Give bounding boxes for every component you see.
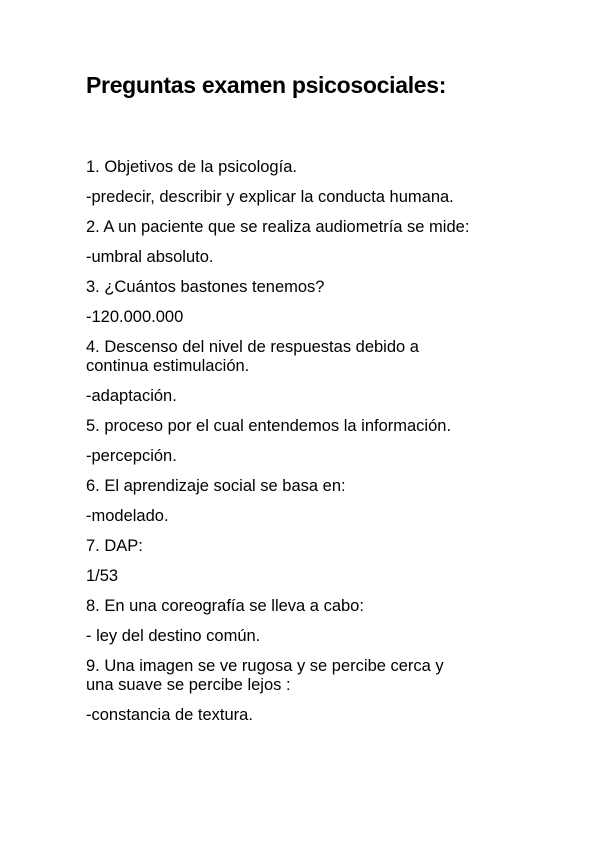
answer-5: -percepción. bbox=[86, 447, 177, 465]
answer-3: -120.000.000 bbox=[86, 308, 184, 326]
answer-9: -constancia de textura. bbox=[86, 706, 253, 724]
answer-1: -predecir, describir y explicar la conducta humana. bbox=[86, 188, 454, 206]
question-9: 9. Una imagen se ve rugosa y se percibe cerca y una suave se percibe lejos : bbox=[86, 657, 444, 694]
answer-2: -umbral absoluto. bbox=[86, 248, 214, 266]
question-3: 3. ¿Cuántos bastones tenemos? bbox=[86, 278, 325, 296]
document-title: Preguntas examen psicosociales: bbox=[86, 72, 447, 98]
question-7: 7. DAP: bbox=[86, 537, 143, 555]
question-6: 6. El aprendizaje social se basa en: bbox=[86, 477, 346, 495]
answer-8: - ley del destino común. bbox=[86, 627, 261, 645]
question-1: 1. Objetivos de la psicología. bbox=[86, 158, 297, 176]
question-list bbox=[86, 158, 556, 736]
question-8: 8. En una coreografía se lleva a cabo: bbox=[86, 597, 364, 615]
answer-4: -adaptación. bbox=[86, 387, 177, 405]
question-2: 2. A un paciente que se realiza audiometría se mide: bbox=[86, 218, 470, 236]
question-4: 4. Descenso del nivel de respuestas debido a continua estimulación. bbox=[86, 338, 419, 375]
answer-6: -modelado. bbox=[86, 507, 169, 525]
answer-7: 1/53 bbox=[86, 567, 119, 585]
question-5: 5. proceso por el cual entendemos la información. bbox=[86, 417, 452, 435]
